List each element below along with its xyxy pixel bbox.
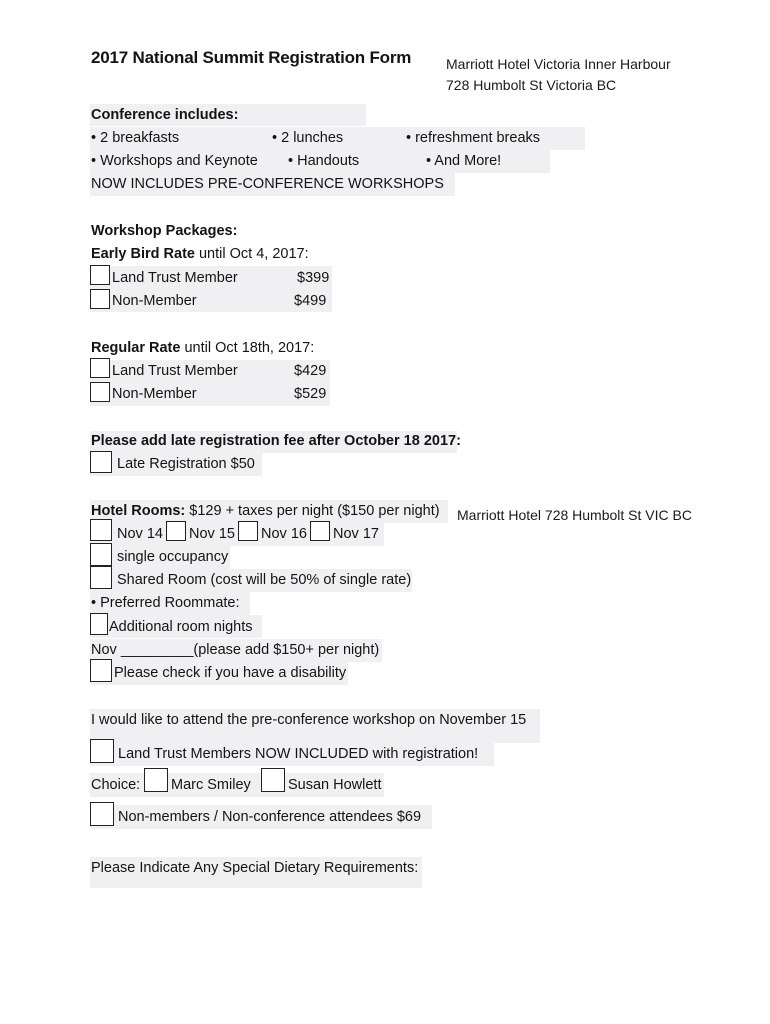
venue-address: 728 Humbolt St Victoria BC xyxy=(446,77,617,93)
regular-member-label: Land Trust Member xyxy=(112,363,238,379)
nonmembers-workshop-checkbox[interactable] xyxy=(90,802,114,826)
nov15-checkbox[interactable] xyxy=(166,521,186,541)
early-nonmember-checkbox[interactable] xyxy=(90,289,110,309)
susan-howlett-checkbox[interactable] xyxy=(261,768,285,792)
late-fee-checkbox[interactable] xyxy=(90,451,112,473)
marc-smiley-label: Marc Smiley xyxy=(171,777,251,793)
early-nonmember-price: $499 xyxy=(294,293,327,309)
regular-nonmember-label: Non-Member xyxy=(112,386,197,402)
marc-smiley-checkbox[interactable] xyxy=(144,768,168,792)
nov16-label: Nov 16 xyxy=(261,526,307,542)
nov14-checkbox[interactable] xyxy=(90,519,112,541)
hotel-rooms-label: Hotel Rooms: xyxy=(91,503,186,519)
preconference-note: NOW INCLUDES PRE-CONFERENCE WORKSHOPS xyxy=(91,176,444,192)
nov17-label: Nov 17 xyxy=(333,526,379,542)
hotel-rate-line xyxy=(91,501,440,521)
packages-heading: Workshop Packages: xyxy=(91,223,238,239)
susan-howlett-label: Susan Howlett xyxy=(288,777,382,793)
early-bird-label: Early Bird Rate xyxy=(91,246,195,262)
venue-name: Marriott Hotel Victoria Inner Harbour xyxy=(446,56,671,72)
regular-rate-line xyxy=(91,338,314,358)
preferred-roommate-label: • Preferred Roommate: xyxy=(91,595,240,611)
additional-nights-checkbox[interactable] xyxy=(90,613,108,635)
dietary-label: Please Indicate Any Special Dietary Requirements: xyxy=(91,860,419,876)
nonmembers-workshop-label: Non-members / Non-conference attendees $69 xyxy=(118,809,422,825)
late-fee-label: Late Registration $50 xyxy=(117,456,255,472)
shared-room-checkbox[interactable] xyxy=(90,566,112,589)
early-nonmember-label: Non-Member xyxy=(112,293,197,309)
nov14-label: Nov 14 xyxy=(117,526,163,542)
regular-rate-label: Regular Rate xyxy=(91,340,181,356)
members-workshop-label: Land Trust Members NOW INCLUDED with registration! xyxy=(118,746,479,762)
form-title: 2017 National Summit Registration Form xyxy=(91,48,412,67)
early-member-label: Land Trust Member xyxy=(112,270,238,286)
include-breaks: • refreshment breaks xyxy=(406,130,541,146)
single-occupancy-checkbox[interactable] xyxy=(90,543,112,566)
workshop-intro: I would like to attend the pre-conference workshop on November 15 xyxy=(91,712,527,728)
include-lunches: • 2 lunches xyxy=(272,130,344,146)
nov16-checkbox[interactable] xyxy=(238,521,258,541)
shared-room-label: Shared Room (cost will be 50% of single rate) xyxy=(117,572,412,588)
additional-nights-label: Additional room nights xyxy=(109,619,253,635)
regular-nonmember-checkbox[interactable] xyxy=(90,382,110,402)
include-breakfasts: • 2 breakfasts xyxy=(91,130,180,146)
early-member-checkbox[interactable] xyxy=(90,265,110,285)
hotel-location: Marriott Hotel 728 Humbolt St VIC BC xyxy=(457,507,692,523)
disability-checkbox[interactable] xyxy=(90,659,112,682)
regular-rate-date: until Oct 18th, 2017: xyxy=(180,340,315,356)
early-member-price: $399 xyxy=(297,270,330,286)
choice-label: Choice: xyxy=(91,777,141,793)
early-bird-date: until Oct 4, 2017: xyxy=(194,246,309,262)
conference-heading: Conference includes: xyxy=(91,107,239,123)
late-heading: Please add late registration fee after October 18 2017: xyxy=(91,433,461,449)
regular-member-price: $429 xyxy=(294,363,327,379)
include-more: • And More! xyxy=(426,153,502,169)
single-occupancy-label: single occupancy xyxy=(117,549,229,565)
members-workshop-checkbox[interactable] xyxy=(90,739,114,763)
nov15-label: Nov 15 xyxy=(189,526,235,542)
early-bird-line xyxy=(91,244,309,264)
disability-label: Please check if you have a disability xyxy=(114,665,347,681)
regular-member-checkbox[interactable] xyxy=(90,358,110,378)
nov17-checkbox[interactable] xyxy=(310,521,330,541)
regular-nonmember-price: $529 xyxy=(294,386,327,402)
include-handouts: • Handouts xyxy=(288,153,360,169)
nov-nights-field[interactable]: Nov _________(please add $150+ per night) xyxy=(91,642,380,658)
include-workshops: • Workshops and Keynote xyxy=(91,153,258,169)
dietary-requirements-field[interactable] xyxy=(90,888,730,988)
hotel-rate: $129 + taxes per night ($150 per night) xyxy=(185,503,440,519)
